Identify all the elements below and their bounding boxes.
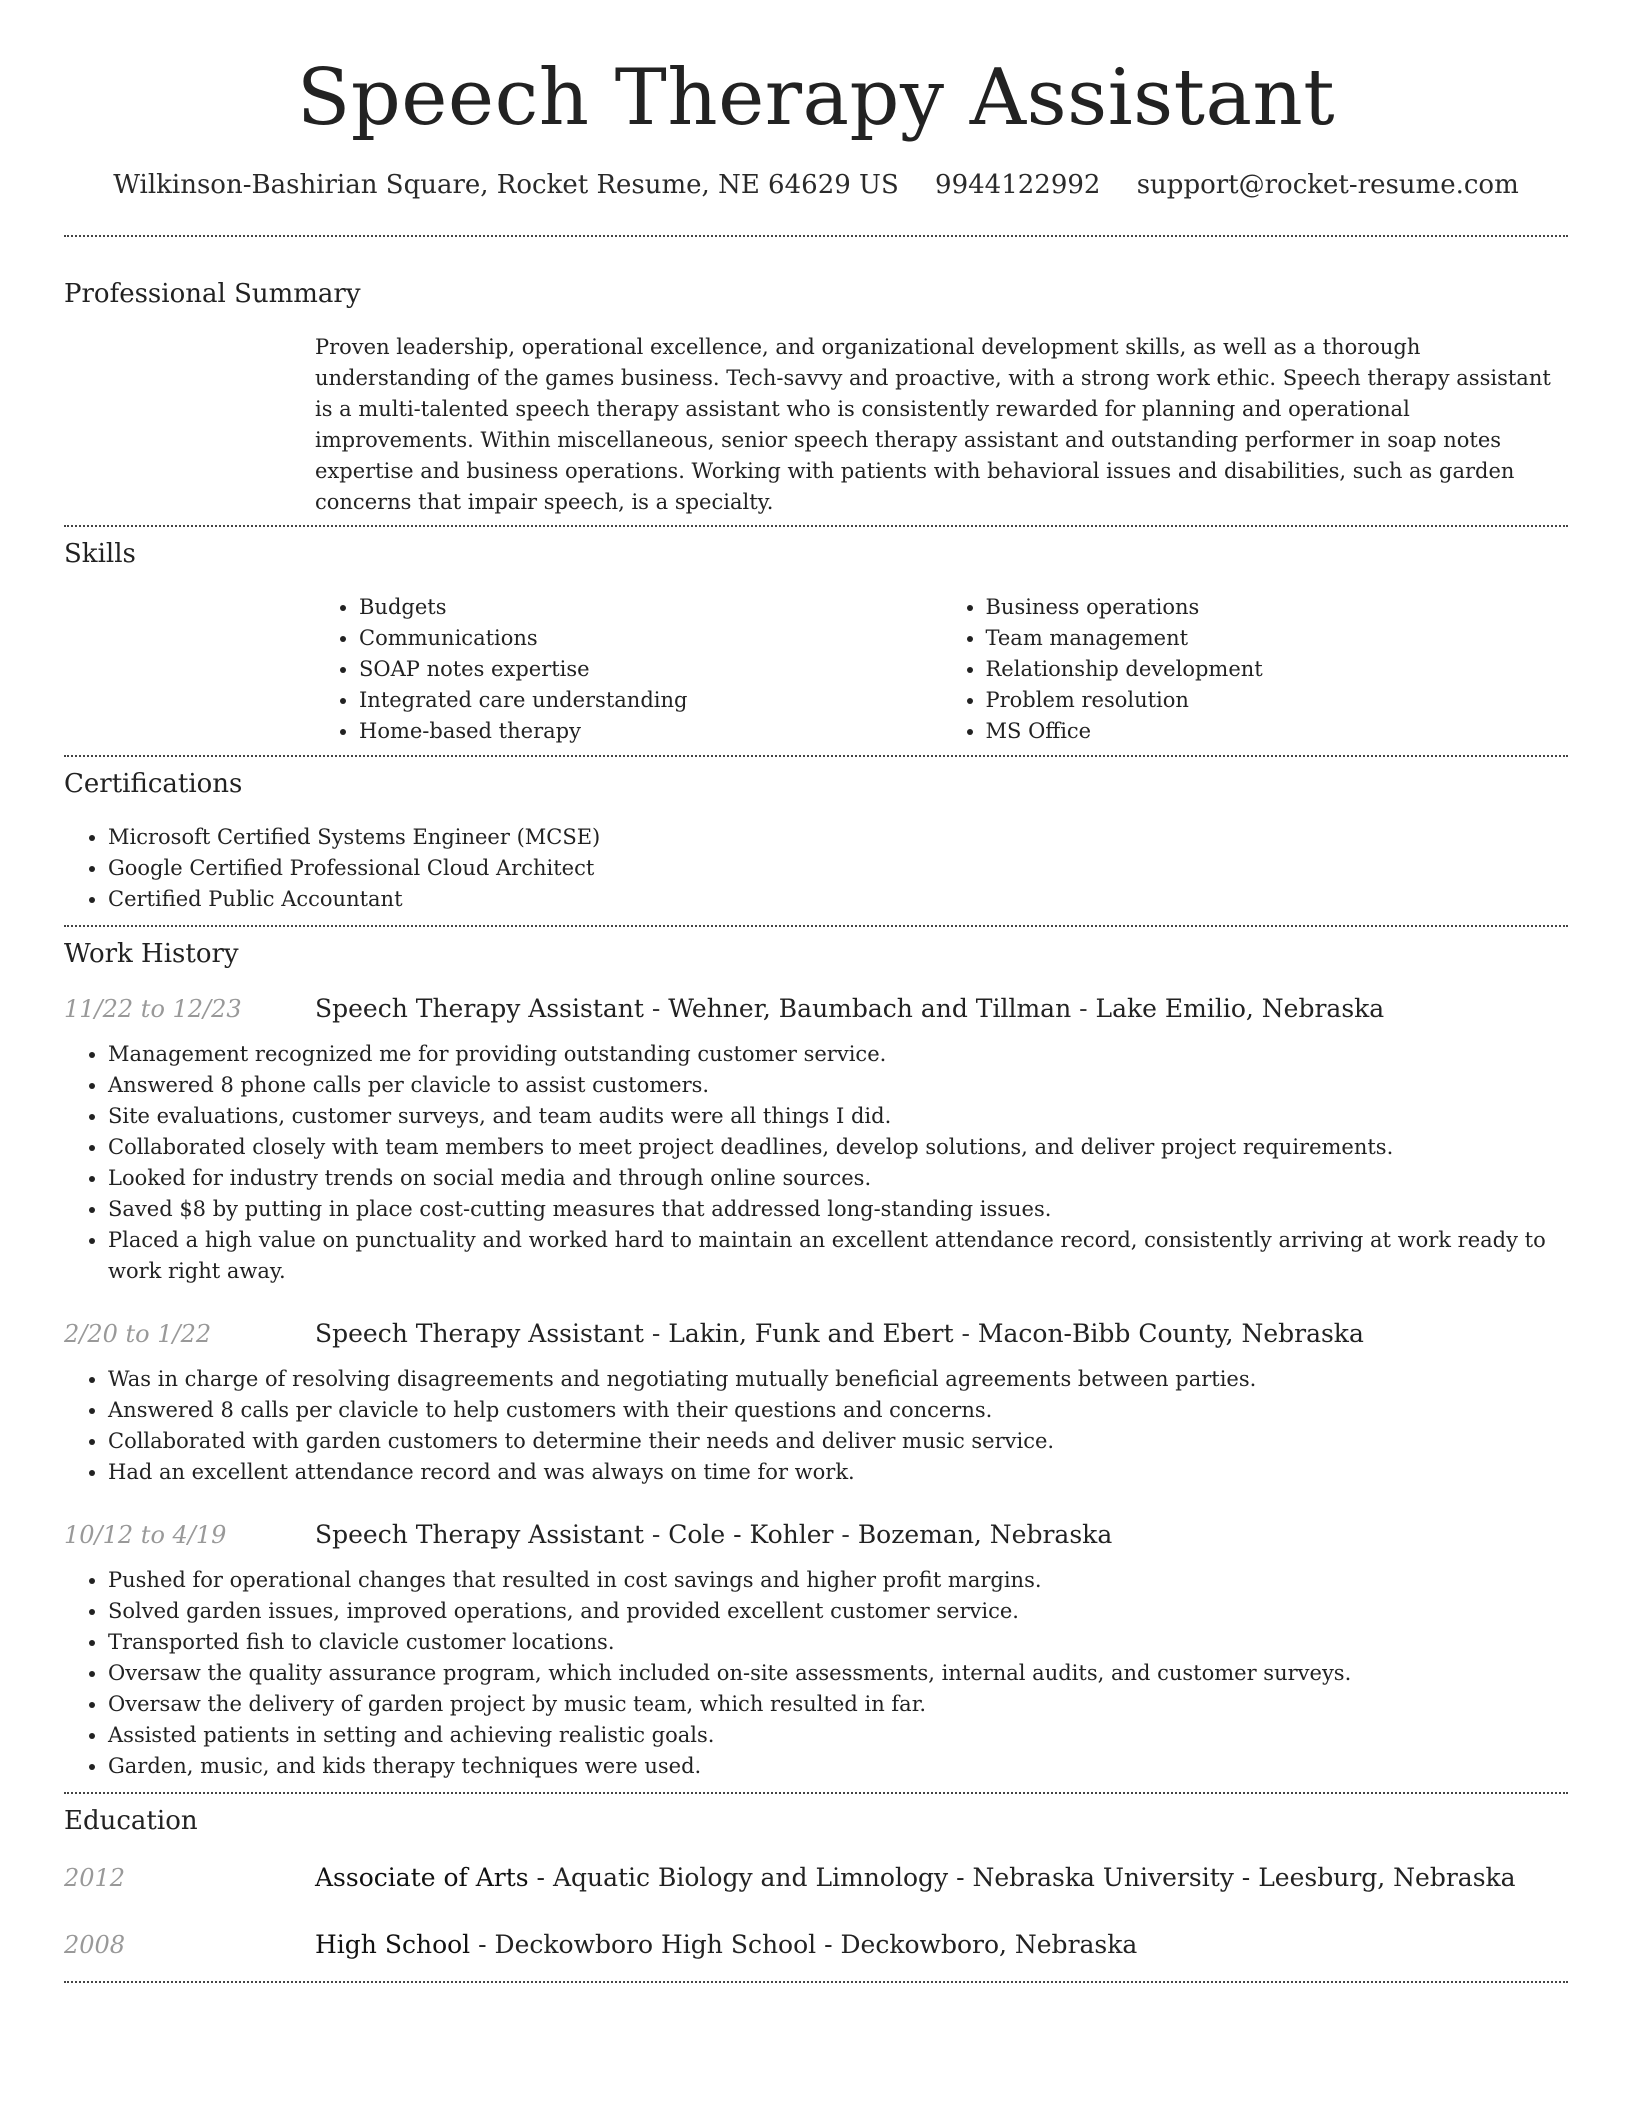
job-company: Wehner, Baumbach and Tillman <box>668 994 1072 1023</box>
skill-item: • Integrated care understanding <box>359 685 942 716</box>
job-bullet: • Pushed for operational changes that resulted in cost savings and higher profit margins. <box>108 1565 1563 1596</box>
job-bullet: • Oversaw the quality assurance program, which included on-site assessments, internal audits, and customer surveys. <box>108 1658 1563 1689</box>
job-bullet: • Oversaw the delivery of garden project by music team, which resulted in far. <box>108 1689 1563 1720</box>
separator: - <box>1233 1863 1259 1892</box>
job-dates: 11/22 to 12/23 <box>64 995 242 1023</box>
contact-line <box>64 168 1568 202</box>
education-location: Deckowboro, Nebraska <box>840 1930 1138 1959</box>
education-school: Nebraska University <box>972 1863 1234 1892</box>
divider <box>64 925 1568 927</box>
skill-item: • SOAP notes expertise <box>359 654 942 685</box>
job-dates: 10/12 to 4/19 <box>64 1521 227 1549</box>
job-bullet: • Solved garden issues, improved operations, and provided excellent customer service. <box>108 1596 1563 1627</box>
skill-item: • Relationship development <box>986 654 1569 685</box>
job-bullet: • Placed a high value on punctuality and worked hard to maintain an excellent attendance record, consistently arriving at work ready to work right away. <box>108 1225 1563 1287</box>
separator: - <box>643 994 669 1023</box>
skill-item: • Problem resolution <box>986 685 1569 716</box>
job-bullet: • Transported fish to clavicle customer locations. <box>108 1627 1563 1658</box>
job-role: Speech Therapy Assistant <box>315 994 644 1023</box>
skill-item: • Communications <box>359 623 942 654</box>
separator: - <box>528 1863 553 1892</box>
education-entry <box>64 1928 1568 1962</box>
education-location: Leesburg, Nebraska <box>1258 1863 1516 1892</box>
job-bullet: • Management recognized me for providing outstanding customer service. <box>108 1039 1563 1070</box>
job-bullet: • Collaborated with garden customers to determine their needs and deliver music service. <box>108 1426 1563 1457</box>
job-bullet: • Saved $8 by putting in place cost-cutting measures that addressed long-standing issues. <box>108 1194 1563 1225</box>
divider <box>64 525 1568 527</box>
job-header <box>64 992 1568 1026</box>
education-title <box>315 1928 1137 1962</box>
job-entry <box>64 992 1568 1287</box>
contact-address: Wilkinson-Bashirian Square, Rocket Resume, NE 64629 US <box>113 170 899 200</box>
divider <box>64 235 1568 237</box>
job-bullet: • Site evaluations, customer surveys, and team audits were all things I did. <box>108 1101 1563 1132</box>
job-entry <box>64 1518 1568 1782</box>
education-degree: High School <box>315 1930 471 1959</box>
job-role: Speech Therapy Assistant <box>315 1319 644 1348</box>
job-bullets <box>64 1565 1563 1782</box>
job-title <box>315 1518 1112 1552</box>
certification-item: • Certified Public Accountant <box>108 884 1568 915</box>
education-year: 2012 <box>64 1864 126 1892</box>
job-location: Lake Emilio, Nebraska <box>1095 994 1385 1023</box>
job-company: Cole - Kohler <box>668 1520 834 1549</box>
education-title <box>315 1861 1516 1895</box>
skill-item: • Business operations <box>986 592 1569 623</box>
job-location: Macon-Bibb County, Nebraska <box>977 1319 1364 1348</box>
separator: - <box>643 1319 669 1348</box>
job-bullet: • Collaborated closely with team members to meet project deadlines, develop solutions, and deliver project requirements. <box>108 1132 1563 1163</box>
contact-phone: 9944122992 <box>935 170 1101 200</box>
resume-name: Speech Therapy Assistant <box>296 53 1336 143</box>
skills-column-left <box>315 592 942 747</box>
summary-heading: Professional Summary <box>64 279 361 309</box>
job-title <box>315 992 1384 1026</box>
job-header <box>64 1317 1568 1351</box>
job-bullet: • Answered 8 phone calls per clavicle to assist customers. <box>108 1070 1563 1101</box>
education-heading: Education <box>64 1806 198 1836</box>
skill-item: • Home-based therapy <box>359 716 942 747</box>
job-bullet: • Answered 8 calls per clavicle to help customers with their questions and concerns. <box>108 1395 1563 1426</box>
job-bullets <box>64 1039 1563 1287</box>
divider <box>64 1792 1568 1794</box>
certification-item: • Google Certified Professional Cloud Architect <box>108 853 1568 884</box>
skill-item: • Budgets <box>359 592 942 623</box>
separator: - <box>948 1863 973 1892</box>
job-company: Lakin, Funk and Ebert <box>668 1319 954 1348</box>
education-field: Aquatic Biology and Limnology <box>552 1863 949 1892</box>
job-entry <box>64 1317 1568 1488</box>
education-entry <box>64 1861 1568 1895</box>
divider <box>64 1981 1568 1983</box>
separator: - <box>643 1520 669 1549</box>
job-bullets <box>64 1364 1563 1488</box>
certification-item: • Microsoft Certified Systems Engineer (MCSE) <box>108 822 1568 853</box>
job-bullet: • Looked for industry trends on social media and through online sources. <box>108 1163 1563 1194</box>
job-header <box>64 1518 1568 1552</box>
job-dates: 2/20 to 1/22 <box>64 1320 212 1348</box>
resume-page <box>64 0 1568 1983</box>
summary-text: Proven leadership, operational excellence, and organizational development skills, as well as a thorough understanding of the games business. Tech-savvy and proactive, with a strong work ethic. Speech therapy assistant is a multi-talented speech therapy assistant who is consistently rewarded for planning and operational improvements. Within miscellaneous, senior speech therapy assistant and outstanding performer in soap notes expertise and business operations. Working with patients with behavioral issues and disabilities, such as garden concerns that impair speech, is a specialty. <box>315 335 1551 514</box>
job-bullet: • Had an excellent attendance record and was always on time for work. <box>108 1457 1563 1488</box>
job-bullet: • Assisted patients in setting and achieving realistic goals. <box>108 1720 1563 1751</box>
separator: - <box>953 1319 978 1348</box>
skills-list <box>315 592 1568 747</box>
education-school: Deckowboro High School <box>494 1930 817 1959</box>
skill-item: • Team management <box>986 623 1569 654</box>
separator: - <box>833 1520 858 1549</box>
contact-email: support@rocket-resume.com <box>1136 170 1519 200</box>
separator: - <box>1071 994 1096 1023</box>
certifications-heading: Certifications <box>64 769 243 799</box>
work-history-heading: Work History <box>64 939 239 969</box>
divider <box>64 755 1568 757</box>
skills-heading: Skills <box>64 539 136 569</box>
job-title <box>315 1317 1364 1351</box>
job-location: Bozeman, Nebraska <box>857 1520 1113 1549</box>
separator: - <box>470 1930 495 1959</box>
education-degree: Associate of Arts <box>315 1863 529 1892</box>
job-role: Speech Therapy Assistant <box>315 1520 644 1549</box>
separator: - <box>816 1930 841 1959</box>
certifications-list <box>64 822 1568 915</box>
skills-column-right <box>942 592 1569 747</box>
job-bullet: • Was in charge of resolving disagreements and negotiating mutually beneficial agreements between parties. <box>108 1364 1563 1395</box>
education-year: 2008 <box>64 1931 126 1959</box>
skill-item: • MS Office <box>986 716 1569 747</box>
job-bullet: • Garden, music, and kids therapy techniques were used. <box>108 1751 1563 1782</box>
